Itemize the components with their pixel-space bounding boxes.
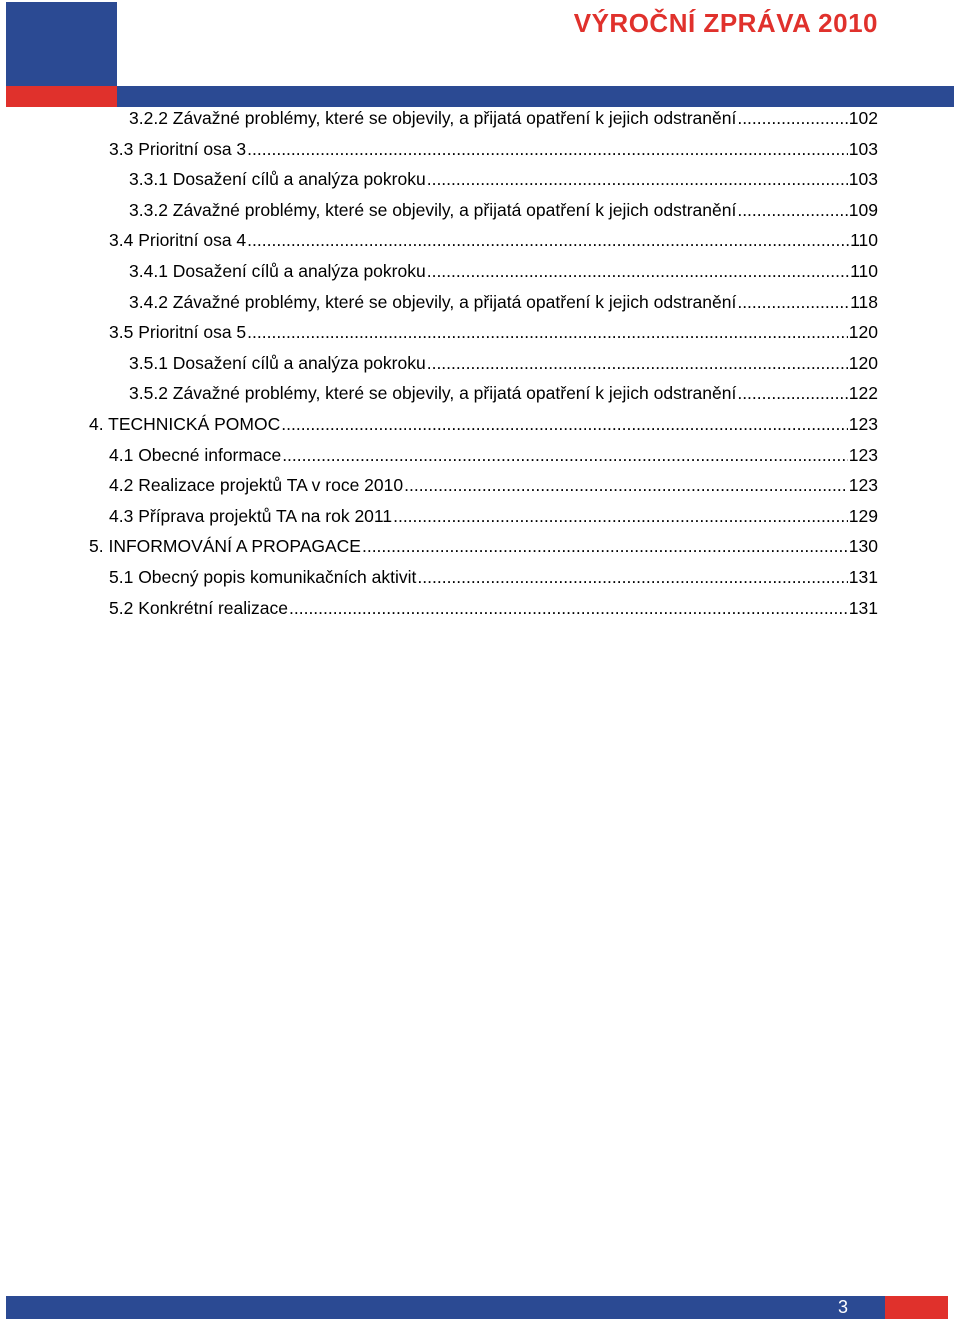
toc-entry-label: 5.2 Konkrétní realizace <box>109 597 288 618</box>
toc-entry[interactable] <box>109 594 878 622</box>
toc-entry-label: 3.5 Prioritní osa 5 <box>109 322 247 343</box>
toc-entry-page: 123 <box>848 444 878 465</box>
toc-entry-page: 122 <box>848 383 878 404</box>
toc-entry-page: 120 <box>848 352 878 373</box>
toc-entry[interactable] <box>129 196 878 224</box>
toc-entry-page: 129 <box>848 505 878 526</box>
footer-bar <box>6 1296 885 1319</box>
toc-entry[interactable] <box>109 441 878 469</box>
toc-leader-dots <box>427 165 848 193</box>
toc-entry-label: 4.3 Příprava projektů TA na rok 2011 <box>109 505 393 526</box>
toc-entry-page: 109 <box>848 199 878 220</box>
toc-leader-dots <box>737 288 849 316</box>
toc-leader-dots <box>737 379 847 407</box>
toc-entry-label: 3.4 Prioritní osa 4 <box>109 230 247 251</box>
toc-leader-dots <box>247 318 848 346</box>
toc-leader-dots <box>427 349 848 377</box>
toc-entry-page: 130 <box>848 536 878 557</box>
toc-leader-dots <box>404 471 848 499</box>
toc-entry[interactable] <box>129 104 878 132</box>
toc-leader-dots <box>393 502 848 530</box>
toc-leader-dots <box>282 441 848 469</box>
toc-entry-label: 3.3.1 Dosažení cílů a analýza pokroku <box>129 169 426 190</box>
toc-entry-label: 3.4.1 Dosažení cílů a analýza pokroku <box>129 261 426 281</box>
toc-leader-dots <box>737 196 847 224</box>
toc-leader-dots <box>427 257 849 285</box>
toc-entry-label: 5. INFORMOVÁNÍ A PROPAGACE <box>89 536 361 557</box>
toc-entry-label: 5.1 Obecný popis komunikačních aktivit <box>109 567 417 587</box>
toc-entry[interactable] <box>129 349 878 377</box>
toc-entry[interactable] <box>109 135 878 163</box>
toc-entry[interactable] <box>109 471 878 499</box>
toc-entry-label: 3.3 Prioritní osa 3 <box>109 138 247 159</box>
toc-entry[interactable] <box>109 502 878 530</box>
toc-entry-label: 3.5.1 Dosažení cílů a analýza pokroku <box>129 352 426 373</box>
toc-leader-dots <box>737 104 847 132</box>
toc-entry[interactable] <box>129 379 878 407</box>
toc-entry-page: 131 <box>848 597 878 618</box>
toc-entry[interactable] <box>109 226 878 254</box>
toc-entry-page: 123 <box>848 414 878 434</box>
toc-entry-label: 3.3.2 Závažné problémy, které se objevily, a přijatá opatření k jejich odstranění <box>129 199 737 220</box>
toc-entry-page: 102 <box>848 108 878 128</box>
toc-leader-dots <box>247 226 849 254</box>
toc-entry-label: 4. TECHNICKÁ POMOC <box>89 414 281 434</box>
toc-entry[interactable] <box>129 165 878 193</box>
toc-entry-page: 103 <box>848 169 878 190</box>
document-title: VÝROČNÍ ZPRÁVA 2010 <box>573 8 878 38</box>
toc-entry-page: 131 <box>848 567 878 587</box>
toc-leader-dots <box>247 135 848 163</box>
toc-entry-page: 110 <box>850 230 878 251</box>
toc-entry[interactable] <box>129 257 878 285</box>
toc-entry-page: 103 <box>848 138 878 159</box>
toc-entry[interactable] <box>129 288 878 316</box>
header-accent-red <box>6 86 117 107</box>
toc-entry-page: 118 <box>850 291 878 312</box>
page-number: 3 <box>837 1297 848 1317</box>
toc-entry[interactable] <box>89 410 878 438</box>
toc-entry-page: 120 <box>848 322 878 343</box>
toc-entry-label: 4.1 Obecné informace <box>109 444 282 465</box>
toc-entry-label: 4.2 Realizace projektů TA v roce 2010 <box>109 475 404 496</box>
header-logo-block <box>6 2 117 86</box>
toc-entry-label: 3.2.2 Závažné problémy, které se objevily, a přijatá opatření k jejich odstranění <box>129 108 737 128</box>
toc-leader-dots <box>289 594 848 622</box>
toc-entry-page: 123 <box>848 475 878 496</box>
toc-entry-label: 3.5.2 Závažné problémy, které se objevily, a přijatá opatření k jejich odstranění <box>129 383 737 404</box>
toc-entry[interactable] <box>89 532 878 560</box>
toc-leader-dots <box>281 410 848 438</box>
toc-entry[interactable] <box>109 563 878 591</box>
footer-accent-red <box>885 1296 948 1319</box>
toc-entry-label: 3.4.2 Závažné problémy, které se objevily, a přijatá opatření k jejich odstranění <box>129 291 737 312</box>
toc-leader-dots <box>362 532 848 560</box>
toc-entry[interactable] <box>109 318 878 346</box>
toc-leader-dots <box>417 563 847 591</box>
toc-entry-page: 110 <box>850 261 878 281</box>
